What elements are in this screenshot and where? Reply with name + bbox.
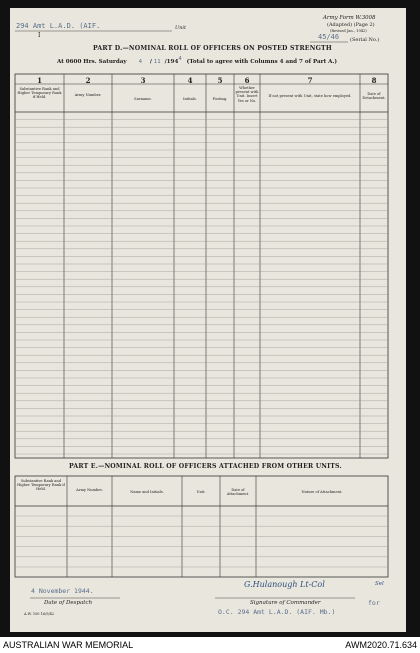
serial-label: (Serial No.) bbox=[350, 37, 380, 43]
typed-month: 11 bbox=[153, 59, 161, 65]
col-number: 1 bbox=[37, 76, 42, 85]
col-header-employment: If not present with Unit, state how employed. bbox=[268, 94, 352, 98]
army-form-page bbox=[10, 8, 406, 632]
col-header-rank: Substantive Rank and Higher Temporary Rank if Held. bbox=[17, 87, 62, 100]
print-code: A.W. 100 16/9/42 bbox=[24, 612, 55, 616]
col-header-initials: Initials. bbox=[183, 97, 197, 101]
col-number: 4 bbox=[187, 76, 193, 85]
archive-reference: AWM2020.71.634 bbox=[345, 640, 417, 650]
col-header-army-number: Army Number. bbox=[74, 93, 102, 97]
col-header-detachment: Date of Detachment. bbox=[362, 92, 386, 101]
e-col-header-rank: Substantive Rank and Higher Temporary Rank if Held. bbox=[17, 479, 65, 492]
e-col-header-nature: Nature of Attachment. bbox=[301, 490, 343, 494]
serial-number-typed: 45/46 bbox=[318, 33, 340, 41]
typed-day: 4 bbox=[138, 59, 142, 65]
form-grid bbox=[10, 8, 406, 632]
col-number: 5 bbox=[217, 76, 223, 85]
e-col-header-attachment-date: Date of Attachment. bbox=[226, 488, 250, 497]
col-header-surname: Surname. bbox=[134, 97, 152, 101]
e-col-header-army-number: Army Number. bbox=[76, 488, 103, 492]
typed-year-digit: 4 bbox=[178, 56, 182, 62]
handwritten-mark: Sel bbox=[375, 581, 384, 587]
col-header-posting: Posting. bbox=[212, 97, 228, 101]
archive-name: AUSTRALIAN WAR MEMORIAL bbox=[3, 640, 134, 650]
col-header-present: Whether present with Unit. Insert Yes or No. bbox=[235, 86, 259, 103]
subtitle-note: (Total to agree with Columns 4 and 7 of Part A.) bbox=[186, 59, 338, 65]
form-revised: (Revised Jan., 1942) bbox=[330, 29, 367, 33]
commander-signature: G.Hulanough Lt-Col bbox=[244, 580, 325, 589]
year-prefix: 194 bbox=[166, 59, 179, 65]
part-e-title: PART E.—NOMINAL ROLL OF OFFICERS ATTACHED FROM OTHER UNITS. bbox=[69, 463, 342, 470]
despatch-label: Date of Despatch bbox=[44, 600, 93, 606]
signature-label: Signature of Commander bbox=[250, 600, 321, 606]
unit-mark: I bbox=[38, 32, 41, 39]
despatch-date-typed: 4 November 1944. bbox=[31, 587, 94, 595]
col-number: 2 bbox=[85, 76, 91, 85]
for-typed: for bbox=[368, 599, 380, 607]
col-number: 3 bbox=[140, 76, 146, 85]
col-number: 7 bbox=[307, 76, 313, 85]
part-d-subtitle: At 0600 Hrs. Saturday 4 / 11 /1944 (Total to agree with Columns 4 and 7 of Part A.) bbox=[57, 56, 338, 65]
col-number: 6 bbox=[244, 76, 250, 85]
e-col-header-unit: Unit. bbox=[196, 490, 206, 494]
commander-unit-typed: O.C. 294 Amt L.A.D. (AIF. Mb.) bbox=[218, 608, 336, 616]
part-d-title: PART D.—NOMINAL ROLL OF OFFICERS ON POSTED STRENGTH bbox=[93, 45, 332, 52]
unit-label: Unit bbox=[175, 25, 187, 31]
form-adapted: (Adapted) (Page 2) bbox=[327, 22, 375, 28]
archive-caption-bar bbox=[0, 637, 420, 653]
unit-name-typed: 294 Amt L.A.D. (AIF. bbox=[16, 22, 101, 30]
col-number: 8 bbox=[371, 76, 377, 85]
subtitle-time: At 0600 Hrs. Saturday bbox=[57, 59, 127, 65]
form-title: Army Form W.3008 bbox=[323, 15, 376, 21]
e-col-header-name: Name and Initials. bbox=[130, 490, 164, 494]
